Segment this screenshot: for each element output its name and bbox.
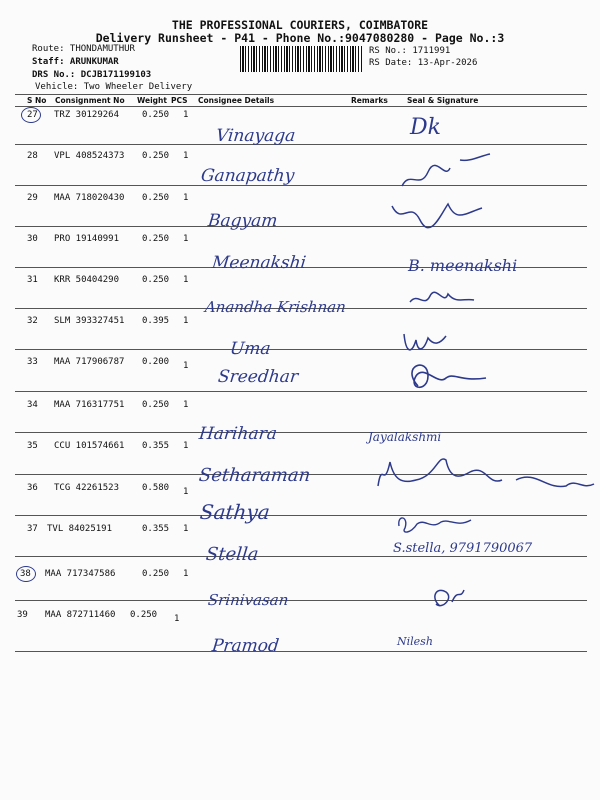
row-weight: 0.250: [142, 400, 170, 410]
signature-scribble: [408, 288, 478, 312]
signature-scribble: [395, 512, 475, 536]
rs-number: RS No.: 1711991: [369, 46, 451, 56]
handwritten-name: Sreedhar: [216, 367, 300, 387]
row-weight: 0.580: [142, 483, 170, 493]
row-pcs: 1: [174, 614, 180, 624]
row-divider: [15, 432, 587, 433]
handwritten-name: Harihara: [197, 424, 278, 444]
row-pcs: 1: [183, 400, 189, 410]
table-row: [0, 400, 600, 420]
col-consignment: Consignment No: [55, 96, 125, 105]
row-sno: 36: [27, 483, 38, 493]
rs-date: RS Date: 13-Apr-2026: [369, 58, 478, 68]
row-pcs: 1: [183, 361, 189, 371]
table-row: [0, 275, 600, 295]
table-row: [0, 151, 600, 171]
row-pcs: 1: [183, 193, 189, 203]
row-consignment: MAA 872711460: [45, 610, 116, 620]
row-weight: 0.250: [142, 234, 170, 244]
row-pcs: 1: [183, 316, 189, 326]
row-consignment: MAA 717906787: [54, 357, 125, 367]
table-row: [0, 316, 600, 336]
row-sno: 33: [27, 357, 38, 367]
col-consignee: Consignee Details: [198, 96, 275, 105]
row-sno: 28: [27, 151, 38, 161]
row-sno: 38: [20, 569, 31, 579]
row-sno: 30: [27, 234, 38, 244]
row-consignment: MAA 718020430: [54, 193, 125, 203]
row-sno: 32: [27, 316, 38, 326]
handwritten-name: Meenakshi: [210, 253, 308, 273]
col-seal: Seal & Signature: [407, 96, 479, 105]
col-pcs: PCS: [171, 96, 188, 105]
row-weight: 0.250: [142, 110, 170, 120]
vehicle-label: Vehicle: Two Wheeler Delivery: [35, 82, 193, 92]
handwritten-name: Pramod: [210, 636, 280, 656]
signature: B. meenakshi: [408, 256, 518, 275]
row-pcs: 1: [183, 234, 189, 244]
row-weight: 0.250: [142, 193, 170, 203]
row-divider: [15, 226, 587, 227]
row-pcs: 1: [183, 569, 189, 579]
signature-scribble: [376, 450, 596, 502]
row-weight: 0.395: [142, 316, 170, 326]
signature-scribble: [428, 582, 468, 612]
signature-scribble: [390, 196, 490, 232]
col-remarks: Remarks: [351, 96, 388, 105]
handwritten-name: Ganapathy: [199, 166, 296, 186]
row-weight: 0.200: [142, 357, 170, 367]
row-divider: [15, 349, 587, 350]
row-weight: 0.250: [142, 151, 170, 161]
signature: S.stella, 9791790067: [393, 541, 533, 556]
row-pcs: 1: [183, 524, 189, 534]
header-bottom-rule: [15, 106, 587, 107]
row-consignment: TVL 84025191: [47, 524, 113, 534]
table-row: [0, 569, 600, 589]
header-top-rule: [15, 94, 587, 95]
handwritten-name: Sathya: [198, 500, 272, 524]
col-sno: S No: [27, 96, 47, 105]
row-consignment: SLM 393327451: [54, 316, 125, 326]
handwritten-name: Bagyam: [206, 211, 279, 231]
row-sno: 39: [17, 610, 28, 620]
row-consignment: VPL 408524373: [54, 151, 125, 161]
row-sno: 37: [27, 524, 38, 534]
handwritten-name: Vinayaga: [214, 126, 297, 146]
row-divider: [15, 556, 587, 557]
row-weight: 0.250: [142, 569, 170, 579]
handwritten-name: Setharaman: [197, 465, 312, 486]
row-consignment: PRO 19140991: [54, 234, 120, 244]
row-consignment: TRZ 30129264: [54, 110, 120, 120]
drs-label: DRS No.: DCJB171199103: [32, 70, 152, 80]
row-consignment: KRR 50404290: [54, 275, 120, 285]
row-weight: 0.250: [142, 275, 170, 285]
table-row: [0, 610, 600, 630]
route-label: Route: THONDAMUTHUR: [32, 44, 135, 54]
barcode: [240, 46, 362, 72]
handwritten-name: Uma: [228, 339, 272, 359]
handwritten-name: Anandha Krishnan: [204, 298, 347, 316]
table-row: [0, 234, 600, 254]
signature: Dk: [410, 115, 441, 140]
handwritten-name: Srinivasan: [207, 591, 290, 609]
signature-scribble: [398, 356, 488, 396]
row-pcs: 1: [183, 487, 189, 497]
signature-scribble: [400, 330, 450, 358]
row-sno: 29: [27, 193, 38, 203]
row-weight: 0.355: [142, 524, 170, 534]
signature-scribble: [400, 150, 500, 195]
row-consignment: MAA 717347586: [45, 569, 116, 579]
row-sno: 35: [27, 441, 38, 451]
row-divider: [15, 185, 587, 186]
table-row: [0, 193, 600, 213]
row-pcs: 1: [183, 151, 189, 161]
row-pcs: 1: [183, 275, 189, 285]
staff-label: Staff: ARUNKUMAR: [32, 57, 119, 67]
row-sno: 31: [27, 275, 38, 285]
row-sno: 34: [27, 400, 38, 410]
document-title: THE PROFESSIONAL COURIERS, COIMBATORE: [171, 18, 429, 32]
signature: Jayalakshmi: [368, 430, 442, 444]
row-consignment: TCG 42261523: [54, 483, 120, 493]
row-weight: 0.250: [130, 610, 158, 620]
document-subtitle: Delivery Runsheet - P41 - Phone No.:9047080280 - Page No.:3: [95, 31, 505, 45]
signature: Nilesh: [397, 635, 433, 648]
row-pcs: 1: [183, 110, 189, 120]
row-consignment: MAA 716317751: [54, 400, 125, 410]
row-divider: [15, 515, 587, 516]
row-consignment: CCU 101574661: [54, 441, 125, 451]
handwritten-name: Stella: [204, 544, 260, 565]
row-divider: [15, 600, 587, 601]
table-row: [0, 357, 600, 377]
row-pcs: 1: [183, 441, 189, 451]
table-row: [0, 110, 600, 130]
col-weight: Weight: [137, 96, 167, 105]
row-divider: [15, 391, 587, 392]
row-sno: 27: [27, 110, 38, 120]
row-divider: [15, 144, 587, 145]
row-weight: 0.355: [142, 441, 170, 451]
row-divider: [15, 651, 587, 652]
